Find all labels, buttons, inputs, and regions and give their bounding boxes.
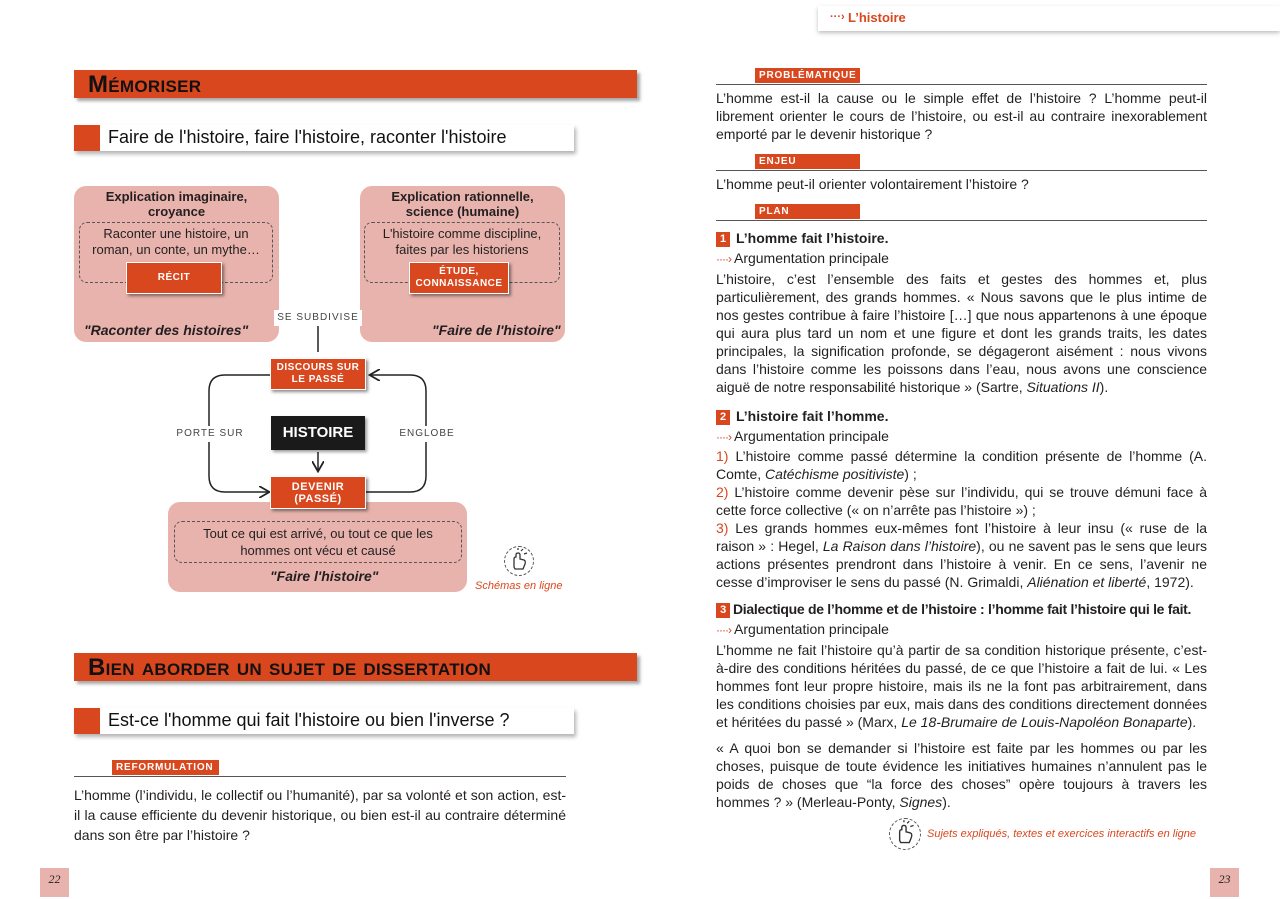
rational-content: L'histoire comme discipline, faites par les historiens (382, 226, 542, 257)
reformulation-text: L’homme (l’individu, le collectif ou l’humanité), par sa volonté et son action, est-il la cause efficiente du devenir historique, ou bien est-il au contraire déterminé dans son être par l’histoire ? (74, 787, 566, 843)
section-banner-dissertation (74, 653, 637, 681)
part1-heading (716, 230, 888, 247)
item1-number: 1) (716, 448, 729, 464)
part2-heading (716, 408, 888, 425)
page-number-left: 22 (40, 868, 69, 897)
subhead-title: Est-ce l'homme qui fait l'histoire ou bien l'inverse ? (108, 710, 510, 730)
enjeu-text: L’homme peut-il orienter volontairement l’histoire ? (716, 176, 1029, 192)
part1-text-a: L’histoire, c’est l’ensemble des faits et gestes des hommes et, plus particulièrement, des grands hommes. « Nous savons que le plus intime de nos gestes contribue à faire l’histoire […] que nous appartenons à une époque qui aura plus tard un nom et une figure et dont les grands traits, les dates principales, la signification profonde, se dégageront aisément : nous vivons dans l’histoire comme les poissons dans l’eau, nous avons une conscience aiguë de notre responsabilité historique » (Sartre, (716, 271, 1207, 395)
problematique-rule (716, 84, 1207, 85)
dotted-arrow-icon: ····› (716, 430, 731, 444)
item2: L’histoire comme devenir pèse sur l’individu, qui se trouve démuni face à cette force collective (« on n’arrête pas l’histoire ») ; (716, 484, 1207, 518)
hand-click-glyph (890, 819, 920, 849)
etude-box: ÉTUDE, CONNAISSANCE (409, 262, 509, 294)
part2-number: 2 (716, 410, 730, 425)
dotted-arrow-icon: ····› (716, 252, 731, 266)
arg-label: Argumentation principale (733, 428, 889, 444)
item3-italic2: Aliénation et liberté (1027, 574, 1147, 590)
reformulation-rule (74, 776, 566, 777)
part1-arg-label (716, 250, 889, 266)
imaginary-content: Raconter une histoire, un roman, un conte, un mythe… (92, 226, 260, 257)
subhead-square (74, 708, 100, 734)
problematique-text: L’homme est-il la cause ou le simple effet de l’histoire ? L’homme peut-il librement orienter le cours de l’histoire, ou est-il au contraire inexorablement emporté par le devenir historique ? (716, 90, 1207, 142)
plan-tag: PLAN (755, 204, 860, 219)
part3-arg-label (716, 621, 889, 637)
online-exercises-link[interactable]: Sujets expliqués, textes et exercices interactifs en ligne (927, 828, 1197, 840)
arg-label: Argumentation principale (733, 250, 889, 266)
porte-sur-label: PORTE SUR (170, 426, 250, 442)
part3-text-italic: Le 18-Brumaire de Louis-Napoléon Bonaparte (901, 714, 1188, 730)
item1-a: L’histoire comme passé détermine la condition présente de l’homme (A. Comte, (716, 448, 1207, 482)
item3-b: ), ou ne savent pas le sens que leurs actions présentes prendront dans l’histoire à venir. En ce sens, l’avenir ne cesse d’improviser le sens du passé (N. Grimaldi, (716, 538, 1207, 590)
part3-text2-b: ). (942, 794, 951, 810)
arrow-icon: ···› (830, 11, 845, 23)
item1-italic: Catéchisme positiviste (765, 466, 905, 482)
section-title: Mémoriser (88, 71, 202, 98)
subhead-title: Faire de l'histoire, faire l'histoire, raconter l'histoire (108, 127, 507, 147)
discours-box: DISCOURS SUR LE PASSÉ (270, 358, 366, 390)
section-title: Bien aborder un sujet de dissertation (88, 654, 492, 681)
caption-raconter: "Raconter des histoires" (84, 322, 249, 338)
part2-text (716, 447, 1207, 591)
problematique-tag: PROBLÉMATIQUE (755, 68, 860, 83)
part1-text (716, 270, 1207, 396)
hand-click-icon[interactable] (889, 818, 921, 850)
running-title: L’histoire (848, 10, 906, 25)
part2-title: L’histoire fait l’homme. (736, 408, 889, 424)
subhead-question (74, 708, 574, 734)
recit-box: RÉCIT (126, 262, 222, 294)
part3-heading (716, 601, 1191, 618)
caption-faire-de: "Faire de l'histoire" (432, 322, 561, 338)
hand-click-icon[interactable] (504, 546, 534, 576)
schemas-en-ligne-link[interactable]: Schémas en ligne (475, 580, 563, 592)
part3-text (716, 641, 1207, 731)
dotted-arrow-icon: ····› (716, 623, 731, 637)
item3-c: , 1972). (1146, 574, 1194, 590)
part3-text2-italic: Signes (899, 794, 943, 810)
reformulation-tag: REFORMULATION (112, 760, 219, 775)
enjeu-tag: ENJEU (755, 154, 860, 169)
arg-label: Argumentation principale (733, 621, 889, 637)
faire-histoire-content: Tout ce qui est arrivé, ou tout ce que les hommes ont vécu et causé (203, 526, 433, 558)
part1-text-b: ). (1099, 379, 1109, 395)
part3-text2 (716, 739, 1207, 811)
part3-text-a: L’homme ne fait l’histoire qu’à partir de sa condition historique présente, c’est-à-dire des conditions héritées du passé, de ce que l’histoire a fait de lui. « Les hommes font leur propre histoire, mais ils ne la font pas arbitrairement, dans les conditions choisies par eux, mais dans des conditions directement données et héritées du passé » (Marx, (716, 642, 1207, 730)
part3-text2-a: « A quoi bon se demander si l’histoire est faite par les hommes ou par les choses, puisque de toute évidence les initiatives humaines n’annulent pas le poids de choses que “la force des choses” opère toujours à travers les hommes ? » (Merleau-Ponty, (716, 740, 1207, 810)
devenir-box: DEVENIR (PASSÉ) (270, 476, 366, 509)
item3-number: 3) (716, 520, 729, 536)
box-title: Explication rationnelle, science (humaine) (391, 189, 534, 219)
hand-click-glyph (505, 547, 533, 575)
part1-title: L’homme fait l’histoire. (736, 230, 889, 246)
item1-b: ) ; (904, 466, 917, 482)
part1-number: 1 (716, 232, 730, 247)
part3-number: 3 (716, 603, 730, 618)
plan-rule (716, 220, 1207, 221)
part3-text-b: ). (1187, 714, 1197, 730)
enjeu-rule (716, 170, 1207, 171)
running-header (818, 6, 1280, 31)
box-title: Explication imaginaire, croyance (105, 189, 248, 219)
part1-text-italic: Situations II (1026, 379, 1100, 395)
item3-a: Les grands hommes eux-mêmes font l’histoire à leur insu (« ruse de la raison » : Hegel, (716, 520, 1207, 554)
englobe-label: ENGLOBE (392, 426, 462, 442)
item3-italic: La Raison dans l’histoire (822, 538, 977, 554)
item2-number: 2) (716, 484, 729, 500)
histoire-box: HISTOIRE (271, 416, 365, 450)
se-subdivise-label: SE SUBDIVISE (274, 310, 362, 326)
page-number-right: 23 (1210, 868, 1239, 897)
caption-faire-histoire: "Faire l'histoire" (270, 568, 379, 584)
part2-arg-label (716, 428, 889, 444)
part3-title: Dialectique de l’homme et de l’histoire : l’homme fait l’histoire qui le fait. (733, 601, 1192, 617)
